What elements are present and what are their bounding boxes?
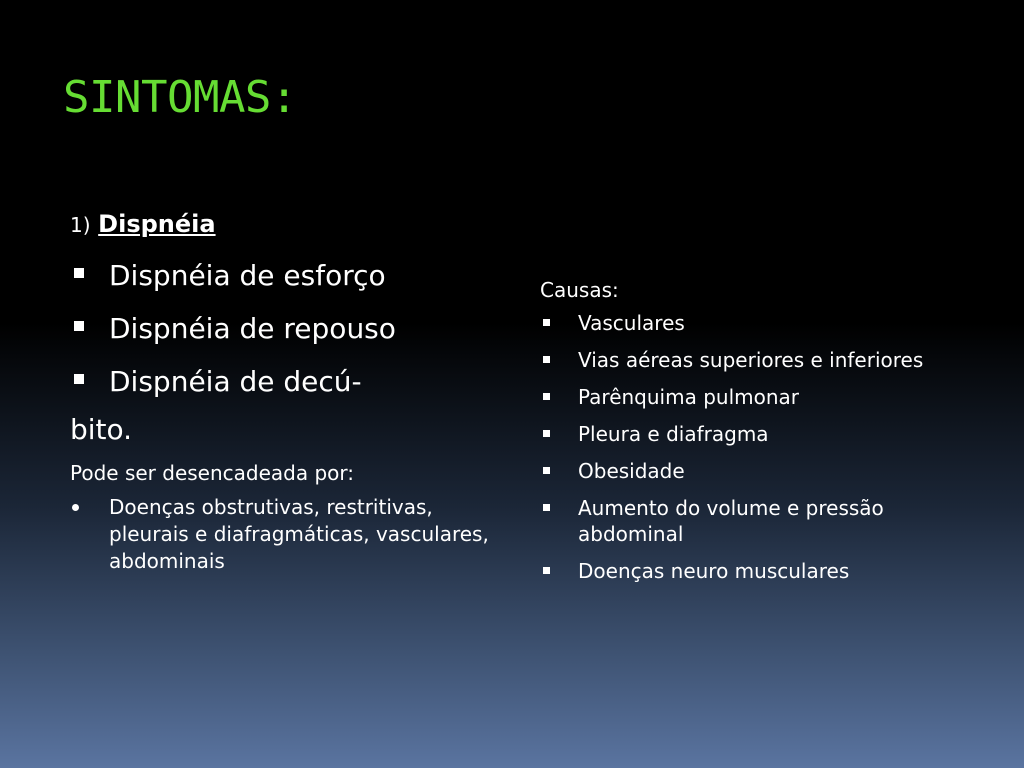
list-item (540, 558, 960, 584)
list-item (540, 421, 960, 447)
list-item-text: Obesidade (578, 459, 685, 483)
right-column (540, 276, 960, 595)
slide-title: SINTOMAS: (63, 72, 297, 123)
section-heading (70, 200, 510, 249)
list-item (70, 494, 510, 575)
list-item-text: Vias aéreas superiores e inferiores (578, 348, 924, 372)
dyspnea-type-list (70, 249, 510, 408)
list-item-text: Dispnéia de esforço (109, 259, 386, 292)
square-bullet-icon (74, 321, 84, 331)
list-item-text: Pleura e diafragma (578, 422, 769, 446)
trigger-list (70, 494, 510, 575)
square-bullet-icon (543, 430, 550, 437)
list-item-text: Parênquima pulmonar (578, 385, 800, 409)
list-item-text: Dispnéia de repouso (109, 312, 396, 345)
section-heading-word: Dispnéia (98, 210, 216, 238)
list-item-text: Aumento do volume e pressão abdominal (578, 496, 884, 546)
list-item (540, 347, 960, 373)
square-bullet-icon (543, 319, 550, 326)
square-bullet-icon (543, 567, 550, 574)
round-bullet-icon (72, 504, 79, 511)
list-item (540, 458, 960, 484)
left-column (70, 200, 510, 575)
causes-list (540, 310, 960, 584)
list-item (70, 302, 510, 355)
list-item-text: Doenças neuro musculares (578, 559, 850, 583)
list-item (70, 249, 510, 302)
trigger-subtitle: Pode ser desencadeada por: (70, 461, 355, 485)
causes-label: Causas: (540, 278, 619, 302)
list-item (540, 495, 960, 547)
list-item-text: Doenças obstrutivas, restritivas, pleurais e diafragmáticas, vasculares, abdominais (109, 495, 489, 573)
list-item-text: Dispnéia de decú- (109, 365, 362, 398)
square-bullet-icon (543, 393, 550, 400)
square-bullet-icon (74, 268, 84, 278)
continuation-text: bito. (70, 413, 133, 446)
square-bullet-icon (74, 374, 84, 384)
list-item (540, 310, 960, 336)
square-bullet-icon (543, 356, 550, 363)
square-bullet-icon (543, 467, 550, 474)
section-number: 1) (70, 213, 91, 237)
list-item (70, 355, 510, 408)
list-item-text: Vasculares (578, 311, 685, 335)
square-bullet-icon (543, 504, 550, 511)
list-item (540, 384, 960, 410)
